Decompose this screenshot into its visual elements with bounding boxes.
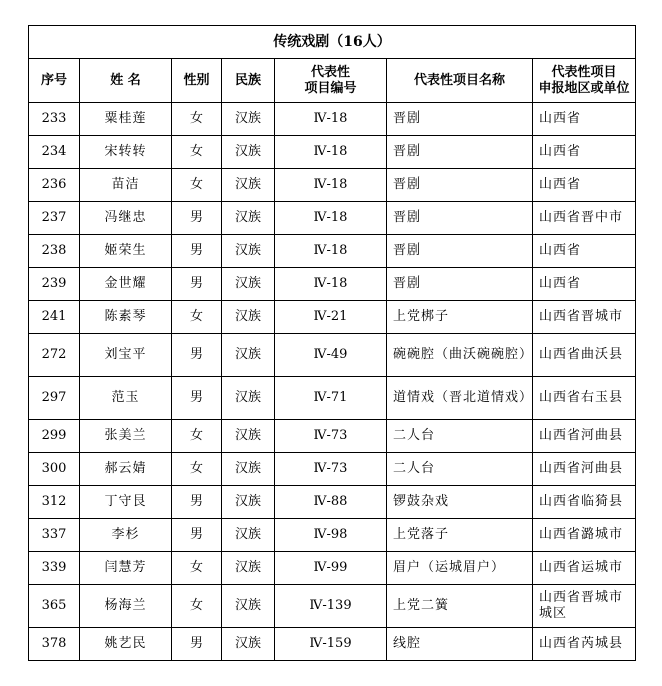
table-row [29,301,636,334]
cell-name: 姚艺民 [80,628,172,661]
header-name: 姓 名 [80,59,172,103]
cell-code: Ⅳ-71 [275,377,387,420]
cell-code: Ⅳ-18 [275,169,387,202]
cell-ethnicity: 汉族 [222,136,275,169]
cell-area: 山西省晋城市 [533,301,636,334]
cell-num: 297 [29,377,80,420]
cell-sex: 男 [172,628,222,661]
table-row [29,420,636,453]
cell-ethnicity: 汉族 [222,486,275,519]
cell-name: 闫慧芳 [80,552,172,585]
cell-project: 碗碗腔（曲沃碗碗腔） [387,334,533,377]
cell-num: 299 [29,420,80,453]
table-row [29,136,636,169]
header-area [533,59,636,103]
cell-num: 234 [29,136,80,169]
cell-project: 晋剧 [387,136,533,169]
cell-area: 山西省 [533,103,636,136]
cell-code: Ⅳ-139 [275,585,387,628]
table-row [29,268,636,301]
cell-name: 金世耀 [80,268,172,301]
header-code-line2: 项目编号 [304,80,357,96]
table-row [29,169,636,202]
cell-project: 眉户（运城眉户） [387,552,533,585]
cell-ethnicity: 汉族 [222,519,275,552]
cell-code: Ⅳ-49 [275,334,387,377]
cell-sex: 女 [172,169,222,202]
cell-area: 山西省临猗县 [533,486,636,519]
cell-ethnicity: 汉族 [222,103,275,136]
cell-ethnicity: 汉族 [222,453,275,486]
cell-code: Ⅳ-159 [275,628,387,661]
cell-sex: 女 [172,552,222,585]
table-row [29,103,636,136]
cell-area: 山西省芮城县 [533,628,636,661]
cell-num: 238 [29,235,80,268]
cell-code: Ⅳ-18 [275,268,387,301]
cell-name: 郝云婧 [80,453,172,486]
cell-area: 山西省晋中市 [533,202,636,235]
table-row [29,334,636,377]
cell-code: Ⅳ-73 [275,453,387,486]
cell-project: 上党落子 [387,519,533,552]
inheritors-table [28,25,636,661]
header-area-line2: 申报地区或单位 [538,80,630,96]
table-row [29,628,636,661]
cell-num: 272 [29,334,80,377]
table-row [29,453,636,486]
cell-area: 山西省河曲县 [533,453,636,486]
cell-project: 二人台 [387,453,533,486]
cell-area: 山西省 [533,268,636,301]
cell-project: 锣鼓杂戏 [387,486,533,519]
cell-area: 山西省曲沃县 [533,334,636,377]
cell-sex: 女 [172,103,222,136]
cell-ethnicity: 汉族 [222,628,275,661]
cell-area: 山西省右玉县 [533,377,636,420]
cell-code: Ⅳ-88 [275,486,387,519]
header-project: 代表性项目名称 [387,59,533,103]
cell-code: Ⅳ-99 [275,552,387,585]
cell-code: Ⅳ-18 [275,103,387,136]
table-row [29,235,636,268]
cell-area: 山西省河曲县 [533,420,636,453]
cell-num: 237 [29,202,80,235]
cell-project: 晋剧 [387,268,533,301]
cell-name: 冯继忠 [80,202,172,235]
cell-code: Ⅳ-18 [275,202,387,235]
table-row [29,552,636,585]
header-code [275,59,387,103]
cell-code: Ⅳ-21 [275,301,387,334]
cell-num: 233 [29,103,80,136]
cell-name: 李杉 [80,519,172,552]
cell-name: 苗洁 [80,169,172,202]
cell-code: Ⅳ-98 [275,519,387,552]
cell-ethnicity: 汉族 [222,377,275,420]
cell-area: 山西省 [533,235,636,268]
cell-area: 山西省晋城市城区 [533,585,636,628]
cell-code: Ⅳ-73 [275,420,387,453]
table-row [29,202,636,235]
cell-name: 粟桂莲 [80,103,172,136]
cell-sex: 女 [172,453,222,486]
cell-num: 300 [29,453,80,486]
table-row [29,486,636,519]
table-row [29,377,636,420]
cell-sex: 男 [172,519,222,552]
cell-project: 上党二簧 [387,585,533,628]
cell-sex: 男 [172,235,222,268]
cell-num: 339 [29,552,80,585]
table-row [29,519,636,552]
cell-name: 陈素琴 [80,301,172,334]
cell-num: 241 [29,301,80,334]
cell-project: 晋剧 [387,169,533,202]
cell-ethnicity: 汉族 [222,301,275,334]
cell-area: 山西省潞城市 [533,519,636,552]
cell-ethnicity: 汉族 [222,235,275,268]
cell-name: 范玉 [80,377,172,420]
cell-ethnicity: 汉族 [222,169,275,202]
cell-ethnicity: 汉族 [222,268,275,301]
table-body [29,103,636,661]
cell-sex: 女 [172,420,222,453]
header-row [29,59,636,103]
cell-num: 365 [29,585,80,628]
cell-name: 姬荣生 [80,235,172,268]
cell-code: Ⅳ-18 [275,136,387,169]
cell-area: 山西省 [533,169,636,202]
header-num: 序号 [29,59,80,103]
cell-ethnicity: 汉族 [222,420,275,453]
cell-area: 山西省 [533,136,636,169]
cell-project: 上党梆子 [387,301,533,334]
header-sex: 性别 [172,59,222,103]
table-row [29,585,636,628]
table-title: 传统戏剧（16人） [29,26,636,59]
cell-project: 道情戏（晋北道情戏） [387,377,533,420]
cell-sex: 女 [172,136,222,169]
cell-project: 晋剧 [387,202,533,235]
cell-name: 丁守艮 [80,486,172,519]
header-ethnicity: 民族 [222,59,275,103]
cell-name: 张美兰 [80,420,172,453]
cell-code: Ⅳ-18 [275,235,387,268]
cell-project: 线腔 [387,628,533,661]
cell-area: 山西省运城市 [533,552,636,585]
header-area-line1: 代表性项目 [551,64,617,80]
cell-name: 宋转转 [80,136,172,169]
cell-num: 337 [29,519,80,552]
cell-sex: 男 [172,377,222,420]
cell-project: 二人台 [387,420,533,453]
cell-ethnicity: 汉族 [222,202,275,235]
cell-sex: 男 [172,268,222,301]
cell-name: 刘宝平 [80,334,172,377]
cell-sex: 男 [172,486,222,519]
cell-sex: 女 [172,585,222,628]
cell-name: 杨海兰 [80,585,172,628]
cell-num: 312 [29,486,80,519]
cell-sex: 男 [172,334,222,377]
header-code-line1: 代表性 [310,64,350,80]
cell-num: 239 [29,268,80,301]
cell-project: 晋剧 [387,235,533,268]
cell-project: 晋剧 [387,103,533,136]
cell-sex: 男 [172,202,222,235]
cell-num: 378 [29,628,80,661]
cell-ethnicity: 汉族 [222,552,275,585]
cell-sex: 女 [172,301,222,334]
cell-num: 236 [29,169,80,202]
cell-ethnicity: 汉族 [222,585,275,628]
cell-ethnicity: 汉族 [222,334,275,377]
